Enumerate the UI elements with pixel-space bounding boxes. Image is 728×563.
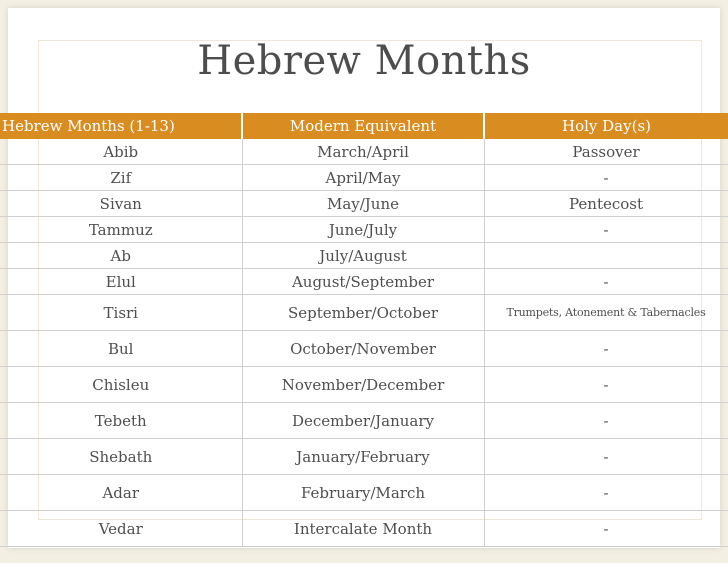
header-hebrew-months: Hebrew Months (1-13) (0, 113, 242, 139)
table-row (0, 475, 728, 511)
cell-holy-day: Pentecost (484, 191, 728, 217)
table-row (0, 295, 728, 331)
cell-month: Tisri (0, 295, 242, 331)
title-text: Hebrew Months (197, 38, 531, 84)
cell-month: Bul (0, 331, 242, 367)
cell-modern: Intercalate Month (242, 511, 484, 547)
cell-modern: August/September (242, 269, 484, 295)
cell-modern: January/February (242, 439, 484, 475)
cell-modern: March/April (242, 139, 484, 165)
cell-month: Zif (0, 165, 242, 191)
cell-month: Abib (0, 139, 242, 165)
cell-holy-day: - (484, 331, 728, 367)
cell-month: Tammuz (0, 217, 242, 243)
table-row (0, 165, 728, 191)
cell-month: Elul (0, 269, 242, 295)
table-row (0, 191, 728, 217)
cell-holy-day: - (484, 217, 728, 243)
cell-month: Adar (0, 475, 242, 511)
cell-holy-day: - (484, 475, 728, 511)
cell-modern: December/January (242, 403, 484, 439)
table-row (0, 439, 728, 475)
table-row (0, 243, 728, 269)
cell-holy-day (484, 243, 728, 269)
table-row (0, 331, 728, 367)
cell-holy-day: - (484, 367, 728, 403)
cell-modern: September/October (242, 295, 484, 331)
header-holy-days: Holy Day(s) (484, 113, 728, 139)
table-row (0, 403, 728, 439)
cell-holy-day: - (484, 511, 728, 547)
cell-holy-day: Passover (484, 139, 728, 165)
table-row (0, 217, 728, 243)
page-title (0, 38, 728, 84)
cell-holy-day: - (484, 403, 728, 439)
cell-month: Chisleu (0, 367, 242, 403)
cell-modern: July/August (242, 243, 484, 269)
cell-month: Sivan (0, 191, 242, 217)
cell-modern: May/June (242, 191, 484, 217)
header-row (0, 113, 728, 139)
months-table (0, 113, 728, 547)
cell-modern: June/July (242, 217, 484, 243)
cell-month: Tebeth (0, 403, 242, 439)
cell-month: Vedar (0, 511, 242, 547)
cell-modern: February/March (242, 475, 484, 511)
cell-modern: November/December (242, 367, 484, 403)
cell-modern: October/November (242, 331, 484, 367)
cell-holy-day: - (484, 269, 728, 295)
cell-holy-day: Trumpets, Atonement & Tabernacles (484, 295, 728, 331)
table-row (0, 139, 728, 165)
cell-month: Ab (0, 243, 242, 269)
cell-holy-day: - (484, 165, 728, 191)
header-modern-equivalent: Modern Equivalent (242, 113, 484, 139)
table-row (0, 269, 728, 295)
table-row (0, 367, 728, 403)
cell-holy-day: - (484, 439, 728, 475)
cell-modern: April/May (242, 165, 484, 191)
table-row (0, 511, 728, 547)
cell-month: Shebath (0, 439, 242, 475)
